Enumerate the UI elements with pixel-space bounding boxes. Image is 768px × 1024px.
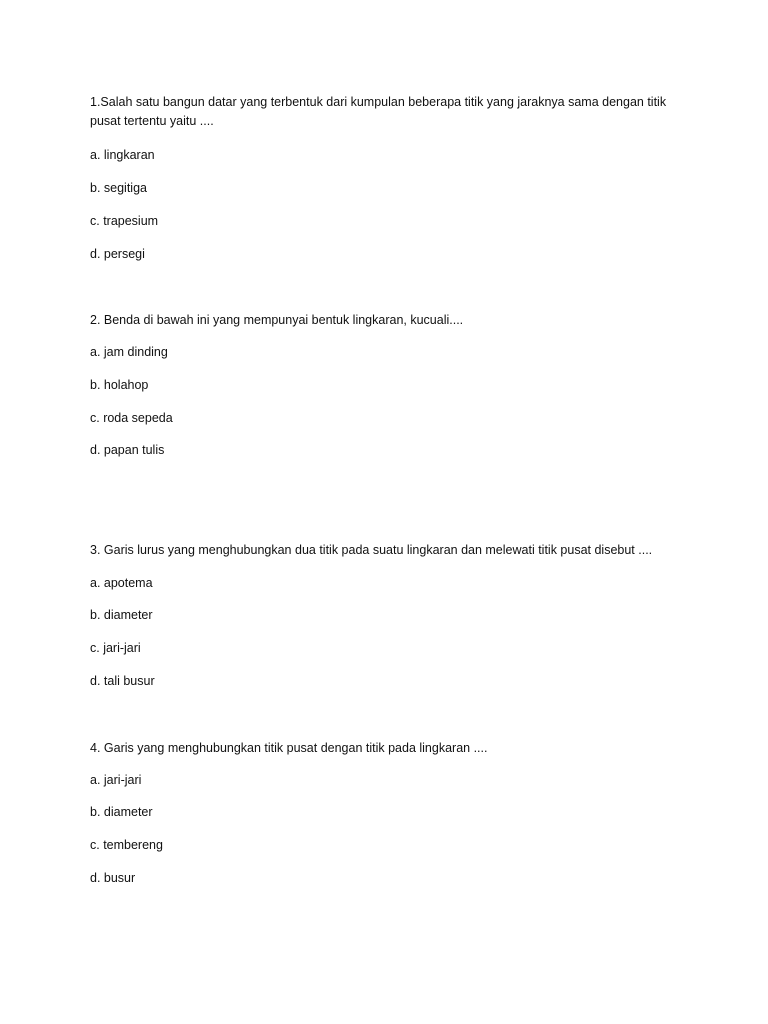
question-1-text: 1.Salah satu bangun datar yang terbentuk dari kumpulan beberapa titik yang jaraknya sama dengan titik pusat tertentu yaitu .... <box>90 95 667 128</box>
question-1-option-a: a. lingkaran <box>90 148 155 162</box>
question-4-option-b: b. diameter <box>90 805 153 819</box>
question-3-option-b: b. diameter <box>90 608 153 622</box>
question-1-option-c: c. trapesium <box>90 214 159 228</box>
question-2-option-a: a. jam dinding <box>90 345 168 359</box>
question-4-text: 4. Garis yang menghubungkan titik pusat dengan titik pada lingkaran .... <box>90 741 488 755</box>
question-2-option-c: c. roda sepeda <box>90 411 173 425</box>
question-2-option-b: b. holahop <box>90 378 149 392</box>
question-3-text: 3. Garis lurus yang menghubungkan dua titik pada suatu lingkaran dan melewati titik pusat disebut .... <box>90 543 653 557</box>
question-3-option-d: d. tali busur <box>90 674 155 688</box>
question-2-text: 2. Benda di bawah ini yang mempunyai bentuk lingkaran, kucuali.... <box>90 313 464 327</box>
question-3-option-c: c. jari-jari <box>90 641 141 655</box>
question-3-option-a: a. apotema <box>90 576 153 590</box>
question-1-option-d: d. persegi <box>90 247 145 261</box>
question-4-option-c: c. tembereng <box>90 838 163 852</box>
question-4-option-d: d. busur <box>90 871 136 885</box>
question-4-option-a: a. jari-jari <box>90 773 142 787</box>
question-2-option-d: d. papan tulis <box>90 443 165 457</box>
question-1-option-b: b. segitiga <box>90 181 147 195</box>
